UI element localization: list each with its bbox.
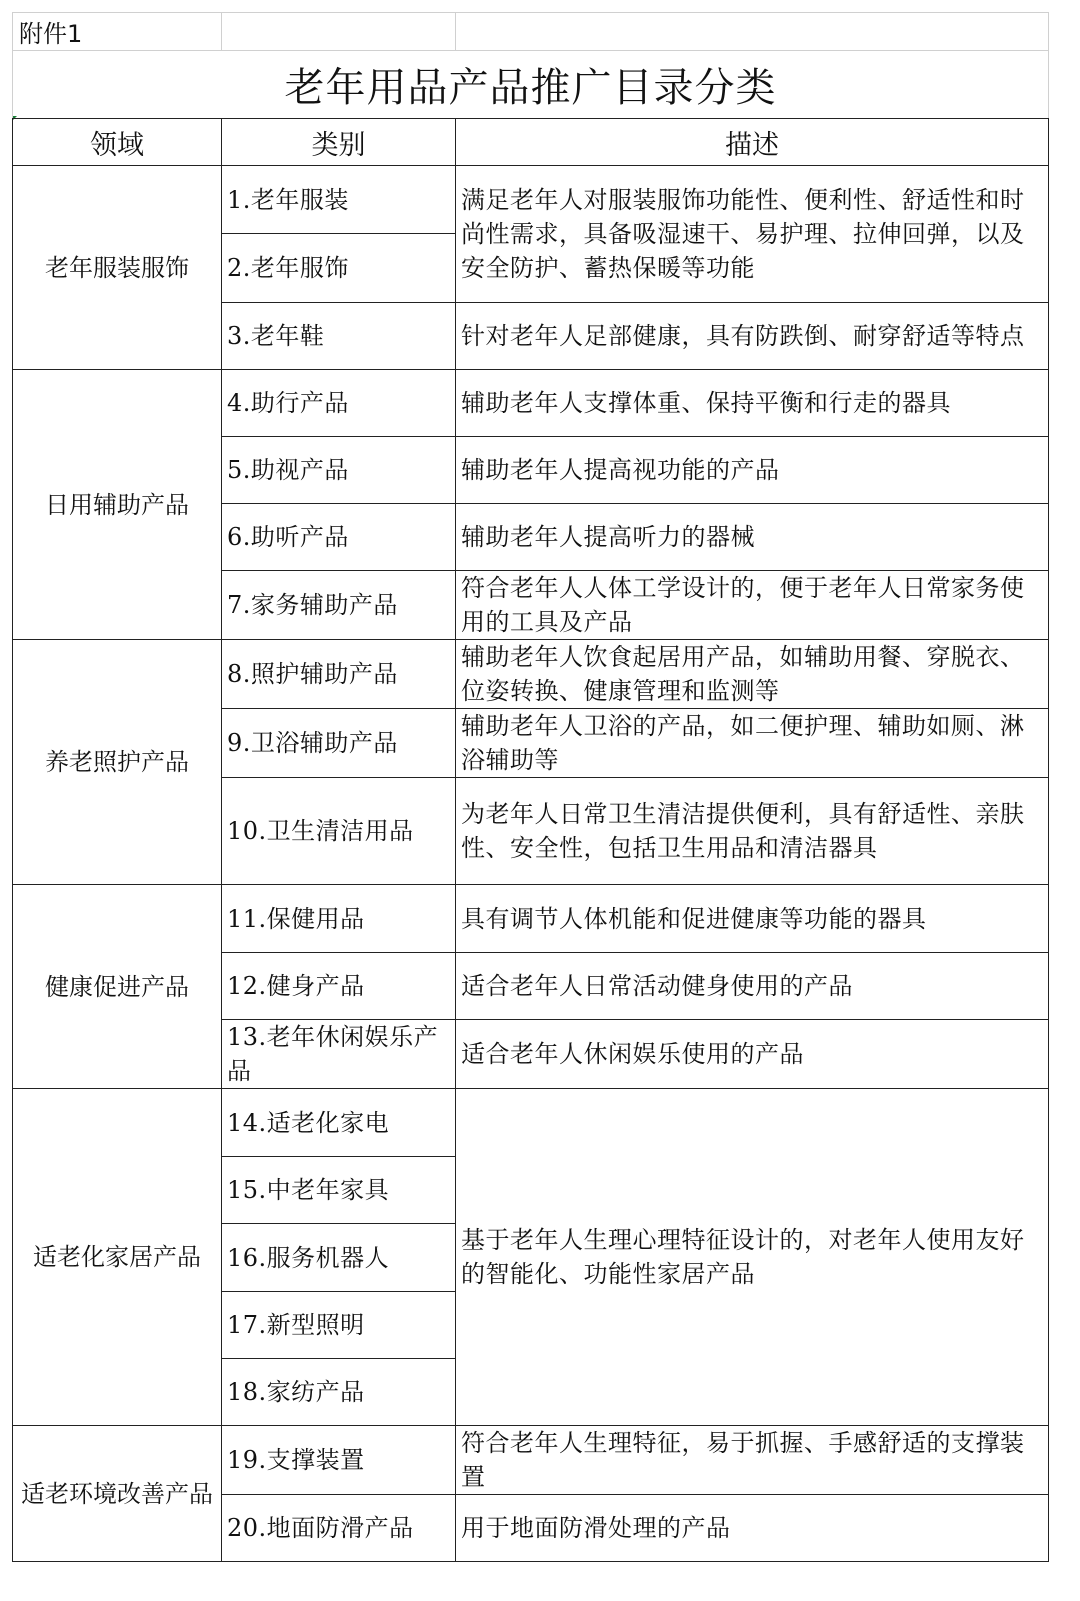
category-cell[interactable]: 5.助视产品 [222, 437, 456, 504]
description-cell[interactable]: 基于老年人生理心理特征设计的，对老年人使用友好的智能化、功能性家居产品 [456, 1089, 1049, 1426]
table-row [13, 1089, 1049, 1157]
category-cell[interactable]: 7.家务辅助产品 [222, 571, 456, 640]
category-cell[interactable]: 12.健身产品 [222, 953, 456, 1020]
category-cell[interactable]: 19.支撑装置 [222, 1426, 456, 1495]
category-cell[interactable]: 15.中老年家具 [222, 1157, 456, 1224]
category-cell[interactable]: 17.新型照明 [222, 1292, 456, 1359]
description-cell[interactable]: 辅助老年人卫浴的产品，如二便护理、辅助如厕、淋浴辅助等 [456, 709, 1049, 778]
header-row [13, 119, 1049, 166]
category-cell[interactable]: 13.老年休闲娱乐产品 [222, 1020, 456, 1089]
category-cell[interactable]: 1.老年服装 [222, 166, 456, 234]
empty-cell[interactable] [456, 13, 1049, 51]
category-cell[interactable]: 11.保健用品 [222, 885, 456, 953]
domain-cell[interactable]: 养老照护产品 [13, 640, 222, 885]
category-cell[interactable]: 10.卫生清洁用品 [222, 778, 456, 885]
category-cell[interactable]: 16.服务机器人 [222, 1224, 456, 1292]
header-description[interactable]: 描述 [456, 119, 1049, 166]
table-row [13, 1426, 1049, 1495]
table-row [13, 370, 1049, 437]
category-cell[interactable]: 9.卫浴辅助产品 [222, 709, 456, 778]
table-row [13, 166, 1049, 234]
description-cell[interactable]: 符合老年人生理特征，易于抓握、手感舒适的支撑装置 [456, 1426, 1049, 1495]
table-row [13, 640, 1049, 709]
table-title[interactable]: 老年用品产品推广目录分类 [13, 51, 1049, 119]
domain-cell[interactable]: 适老环境改善产品 [13, 1426, 222, 1562]
table-row [13, 885, 1049, 953]
description-cell[interactable]: 辅助老年人提高视功能的产品 [456, 437, 1049, 504]
category-cell[interactable]: 4.助行产品 [222, 370, 456, 437]
catalog-table [12, 12, 1049, 1562]
attachment-row [13, 13, 1049, 51]
empty-cell[interactable] [222, 13, 456, 51]
category-cell[interactable]: 6.助听产品 [222, 504, 456, 571]
attachment-label[interactable]: 附件1 [13, 13, 222, 51]
description-cell[interactable]: 为老年人日常卫生清洁提供便利，具有舒适性、亲肤性、安全性，包括卫生用品和清洁器具 [456, 778, 1049, 885]
category-cell[interactable]: 8.照护辅助产品 [222, 640, 456, 709]
category-cell[interactable]: 14.适老化家电 [222, 1089, 456, 1157]
description-cell[interactable]: 辅助老年人支撑体重、保持平衡和行走的器具 [456, 370, 1049, 437]
category-cell[interactable]: 2.老年服饰 [222, 234, 456, 303]
description-cell[interactable]: 具有调节人体机能和促进健康等功能的器具 [456, 885, 1049, 953]
header-domain[interactable]: 领域 [13, 119, 222, 166]
description-cell[interactable]: 适合老年人日常活动健身使用的产品 [456, 953, 1049, 1020]
domain-cell[interactable]: 日用辅助产品 [13, 370, 222, 640]
category-cell[interactable]: 20.地面防滑产品 [222, 1495, 456, 1562]
description-cell[interactable]: 满足老年人对服装服饰功能性、便利性、舒适性和时尚性需求，具备吸湿速干、易护理、拉伸回弹，以及安全防护、蓄热保暖等功能 [456, 166, 1049, 303]
domain-cell[interactable]: 老年服装服饰 [13, 166, 222, 370]
description-cell[interactable]: 用于地面防滑处理的产品 [456, 1495, 1049, 1562]
description-cell[interactable]: 针对老年人足部健康，具有防跌倒、耐穿舒适等特点 [456, 303, 1049, 370]
header-category[interactable]: 类别 [222, 119, 456, 166]
description-cell[interactable]: 符合老年人人体工学设计的，便于老年人日常家务使用的工具及产品 [456, 571, 1049, 640]
description-cell[interactable]: 辅助老年人提高听力的器械 [456, 504, 1049, 571]
domain-cell[interactable]: 适老化家居产品 [13, 1089, 222, 1426]
title-row [13, 51, 1049, 119]
description-cell[interactable]: 辅助老年人饮食起居用产品，如辅助用餐、穿脱衣、位姿转换、健康管理和监测等 [456, 640, 1049, 709]
description-cell[interactable]: 适合老年人休闲娱乐使用的产品 [456, 1020, 1049, 1089]
category-cell[interactable]: 3.老年鞋 [222, 303, 456, 370]
category-cell[interactable]: 18.家纺产品 [222, 1359, 456, 1426]
domain-cell[interactable]: 健康促进产品 [13, 885, 222, 1089]
